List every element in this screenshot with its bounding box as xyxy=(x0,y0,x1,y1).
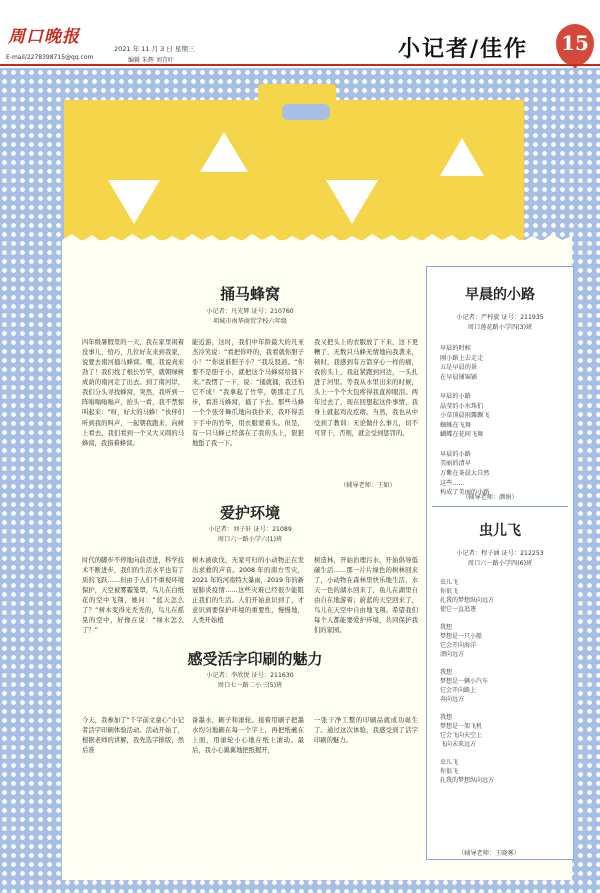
article-column: 备墨水，刷子和滚轮。接着用刷子把墨水均匀地刷在每一个字上，再把纸蘸在上面，用滚轮小心地在纸上滚动。最后，我小心翼翼地把纸揭开， xyxy=(192,717,304,755)
poem-title: 早晨的小路 xyxy=(465,287,535,303)
teacher-credit: （辅导老师：王晓雾） xyxy=(458,850,520,857)
issue-date: 2021 年 11 月 3 日 星期三 xyxy=(114,45,195,53)
article-column: 今天，我参加了“千字前文童心”小记者活字印刷体验活动。活动开始了，根据老师的讲解，我先选字排版，然后准 xyxy=(82,717,184,755)
article-column: 四年级暑假里的一天，我在家里闲着没事儿，恰巧，几位好友来到我家，说要去南河捅马蜂窝。嘿，我说真来劲了！我们找了根长竹竿，就朝绿树成荫的南河走了出去。到了南河岸，我们分头寻找蜂窝，突然，我听到一阵嗡嗡嗡嗡声，抬头一看，我不禁惊叫起来：“呀，好大的马蜂！”伙伴们听到我的叫声，一起朝我跑来，向树上看去。我们看到一个又大又圆的马蜂窝，我指着蜂窝。 xyxy=(82,339,184,447)
article-school: 周口六一路小学六(1)班 xyxy=(217,536,283,543)
article-author: 小记者：李欣悦 证号：211630 xyxy=(206,672,294,679)
article-column: 我又把头上的衣服放了下来，这下更糟了，无数只马蜂无情地向我袭来，顿时，我感到有万箭穿心一样的痛，我的头上，我赶紧跑到河边，一头扎进了河里。等我从水里出来的时候，头上一个个大包疼得我直掉眼泪。两年过去了，现在回想起这件事情，我身上就起鸡皮疙瘩。当然，我也从中受到了教训：无论做什么事儿，切不可冒干，否则，就会受到惩罚的。 xyxy=(314,339,418,437)
poem-school: 周口六一路小学四(6)班 xyxy=(467,560,533,567)
editor-credit: 编辑 朱辉 刘青叶 xyxy=(128,57,174,64)
teacher-credit: （辅导老师：王如） xyxy=(340,482,396,489)
folder-hole xyxy=(282,104,330,120)
triangle-decoration xyxy=(326,180,378,224)
poem-text: 早晨的时候 刚小路上去走走 五是早晨的景 在早晨铺锦铺 早晨的小路 晶莹的小水珠们 小草顶晨雨露飘飞 蜘蛛在飞舞 蝴蝶在花间飞舞 早晨的小路 美丽的清早 万紫在茶晨大自然 这些…… 构成了美丽的小路 xyxy=(440,345,490,497)
page-header xyxy=(0,0,600,68)
poem-school: 周口莲花路小学四(3)班 xyxy=(467,324,533,331)
article-column: 一张干净工整的印刷品就成功诞生了。通过这次体验，我感受到了活字印刷的魅力。 xyxy=(314,717,418,745)
section-title: 小记者/佳作 xyxy=(398,36,529,62)
teacher-credit: （辅导老师：颜娟） xyxy=(462,494,518,501)
sidebar-divider xyxy=(432,506,568,507)
article-school: 周口七一路二小三(5)班 xyxy=(217,682,283,689)
article-title: 感受活字印刷的魅力 xyxy=(187,650,323,668)
article-column: 时代的脚步不停地向前迈进，科学技术不断进步，我们的生活水平也有了质的飞跃……但由于人们不重视环境保护，天空被雾霾笼罩，鸟儿在白纸花的空中飞翔，她问：“蓝天怎么了？”树木变得光秃秃的，鸟儿在摇晃的空中，好像在说：“绿水怎么了？” xyxy=(82,557,184,635)
poem-title: 虫儿飞 xyxy=(479,523,521,539)
article-column: 树造林，开始治理污水，开始倡导低碳生活……那一片片绿色的树林回来了，小动物在森林里快乐地生活，水天一色的湖水回来了，鱼儿在湖里自由自在地游着；蔚蓝的天空回来了，鸟儿在天空中自由地飞翔。希望我们每个人都能要爱护环境，共同保护我们的家园。 xyxy=(314,557,418,635)
triangle-decoration xyxy=(440,138,484,176)
article-title: 捅马蜂窝 xyxy=(219,285,280,303)
poem-text: 虫儿飞 你很飞 扎我的梦想纵向远方 使它一直追逐 我想 梦想是一只小船 它会开向海洋 漂向远方 我想 梦想是一辆小汽车 它会开向路上 奔向远方 我想 梦想是一架飞机 它会飞向天空上 飞向未来远方 虫儿飞 你很飞 扎我的梦想纵向远方 xyxy=(440,579,495,784)
triangle-decoration xyxy=(108,180,160,224)
poem-author: 小记者：严梓旋 证号：211935 xyxy=(456,314,544,321)
article-author: 小记者：刘子轩 证号：21089 xyxy=(208,526,292,533)
header-rule xyxy=(0,64,600,66)
article-school: 项城市南华商贸学校六年级 xyxy=(212,318,288,325)
triangle-decoration xyxy=(200,132,248,172)
article-title: 爱护环境 xyxy=(219,504,280,522)
poem-author: 小记者：程子涵 证号：212253 xyxy=(456,550,544,557)
article-column: 树木被砍伐，无家可归的小动物正在发出求救的声音。2008 年的南方雪灾，2021 年的河南特大暴雨，2019 年的新冠肺炎疫情……这些灾难已经很少能阻止我们的生活。人们开始意识到了，才意识到要保护环境的重要性，慢慢地，人类开始植 xyxy=(192,557,304,625)
page-number: 15 xyxy=(561,31,589,55)
contact-email: E-mail/2278398715@qq.com xyxy=(6,54,94,61)
newspaper-logo: 周口晚报 xyxy=(8,27,80,47)
article-column: 能近游，这时，我们中年龄最大的凡亚杰冷笑说：“看把你吓的，我看就你胆子小！”“你说谁胆子小？”我反驳道。“你要不是胆子小，就把这个马蜂窝给捅下来。”我愣了一下，说：“捅就捅，我还怕它不成！”我拿起了竹竿，朝那走了几步，看准马蜂窝，捅了下去。那些马蜂一个个张牙舞爪地向我扑来，我吓得丢下手中的竹竿，用衣服蒙着头。但是，有一只马蜂已经落在了我的头上，狠狠地蜇了我一下。 xyxy=(192,339,304,447)
article-author: 小记者：凡光辉 证号：210760 xyxy=(206,308,294,315)
